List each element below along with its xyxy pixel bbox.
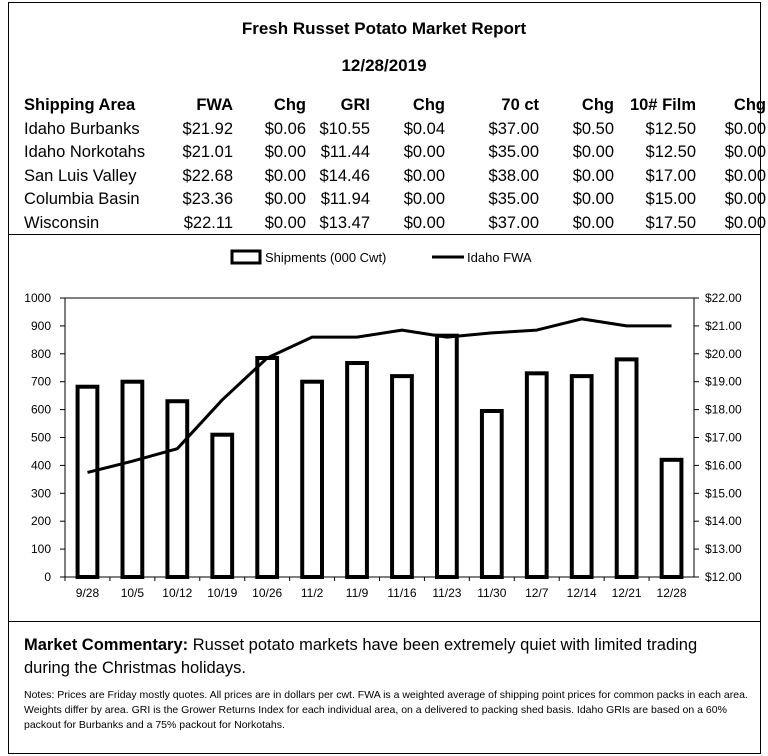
shipment-bar xyxy=(617,359,637,577)
x-axis-tick-label: 10/19 xyxy=(207,586,238,600)
right-axis-tick-label: $20.00 xyxy=(705,346,742,361)
left-axis-tick-label: 900 xyxy=(30,318,51,333)
left-axis-tick-label: 600 xyxy=(30,402,51,417)
table-cell: $0.00 xyxy=(264,213,306,232)
x-axis-tick-label: 10/12 xyxy=(162,586,193,600)
table-cell: $0.00 xyxy=(724,119,766,138)
table-cell: $0.00 xyxy=(572,213,614,232)
shipment-bar xyxy=(302,382,322,577)
shipment-bar xyxy=(78,387,98,577)
right-axis-tick-label: $12.00 xyxy=(705,570,742,584)
table-cell: Idaho Burbanks xyxy=(24,119,140,138)
right-axis-tick-label: $18.00 xyxy=(705,402,742,417)
table-cell: Wisconsin xyxy=(24,213,100,232)
table-cell: $15.00 xyxy=(645,190,696,209)
x-axis-tick-label: 12/28 xyxy=(656,586,687,600)
left-axis-tick-label: 700 xyxy=(30,374,51,389)
legend-shipments-label: Shipments (000 Cwt) xyxy=(265,250,387,265)
table-cell: $0.00 xyxy=(724,213,766,232)
shipment-bar xyxy=(167,401,187,577)
table-cell: $11.44 xyxy=(320,143,370,162)
table-cell: $21.01 xyxy=(182,143,233,162)
table-cell: $0.00 xyxy=(572,143,614,162)
shipment-bar xyxy=(392,376,412,577)
col-header: Chg xyxy=(273,96,306,115)
table-cell: San Luis Valley xyxy=(24,166,137,185)
shipment-bar xyxy=(347,363,367,577)
col-header: FWA xyxy=(196,96,233,115)
table-cell: $0.04 xyxy=(403,119,445,138)
left-axis-tick-label: 800 xyxy=(30,346,51,361)
right-axis-tick-label: $13.00 xyxy=(705,542,742,557)
left-axis-tick-label: 200 xyxy=(30,514,51,529)
col-header: Chg xyxy=(733,96,766,115)
table-cell: $12.50 xyxy=(645,143,696,162)
col-header: Shipping Area xyxy=(24,96,136,115)
report-date: 12/28/2019 xyxy=(341,56,427,75)
right-axis-tick-label: $17.00 xyxy=(705,430,742,445)
left-axis-tick-label: 400 xyxy=(30,458,51,473)
col-header: 70 ct xyxy=(501,96,539,115)
legend-fwa-label: Idaho FWA xyxy=(467,250,532,265)
table-cell: $23.36 xyxy=(182,190,233,209)
plot-area xyxy=(65,298,694,577)
col-header: 10# Film xyxy=(629,96,696,115)
table-cell: $0.00 xyxy=(403,213,445,232)
shipment-bar xyxy=(212,435,232,577)
right-axis-tick-label: $15.00 xyxy=(705,486,742,501)
table-cell: $13.47 xyxy=(319,213,370,232)
table-cell: $0.00 xyxy=(403,166,445,185)
x-axis-tick-label: 11/9 xyxy=(345,586,369,600)
shipment-bar xyxy=(482,411,502,577)
report-title: Fresh Russet Potato Market Report xyxy=(241,19,527,38)
table-cell: $14.46 xyxy=(319,166,370,185)
table-cell: $35.00 xyxy=(488,190,539,209)
table-cell: $0.06 xyxy=(264,119,306,138)
x-axis-tick-label: 10/26 xyxy=(252,586,283,600)
table-cell: $0.00 xyxy=(572,166,614,185)
x-axis-tick-label: 11/2 xyxy=(300,586,324,600)
table-cell: $12.50 xyxy=(645,119,696,138)
shipment-bar xyxy=(123,382,143,577)
left-axis-tick-label: 1000 xyxy=(24,291,51,305)
table-cell: $38.00 xyxy=(488,166,539,185)
right-axis-tick-label: $19.00 xyxy=(705,374,742,389)
left-axis-tick-label: 0 xyxy=(44,570,51,584)
right-axis-tick-label: $21.00 xyxy=(705,318,742,333)
col-header: Chg xyxy=(581,96,614,115)
col-header: GRI xyxy=(340,96,370,115)
shipment-bar xyxy=(257,358,277,577)
market-commentary xyxy=(24,634,744,680)
table-cell: $0.00 xyxy=(403,190,445,209)
table-cell: $21.92 xyxy=(182,119,233,138)
table-cell: $0.00 xyxy=(264,166,306,185)
table-cell: $0.00 xyxy=(264,143,306,162)
right-axis-tick-label: $16.00 xyxy=(705,458,742,473)
left-axis-tick-label: 100 xyxy=(30,542,51,557)
commentary-label: Market Commentary: xyxy=(24,636,189,654)
left-axis-tick-label: 300 xyxy=(30,486,51,501)
x-axis-tick-label: 11/23 xyxy=(432,586,462,600)
shipment-bar xyxy=(527,373,547,577)
table-cell: $11.94 xyxy=(320,190,370,209)
x-axis-tick-label: 9/28 xyxy=(75,586,100,600)
col-header: Chg xyxy=(412,96,445,115)
table-cell: $35.00 xyxy=(488,143,539,162)
shipment-bar xyxy=(437,336,457,577)
table-cell: Columbia Basin xyxy=(24,190,140,209)
table-cell: $0.00 xyxy=(572,190,614,209)
x-axis-tick-label: 11/30 xyxy=(477,586,507,600)
x-axis-tick-label: 12/7 xyxy=(525,586,549,600)
table-cell: $22.68 xyxy=(182,166,233,185)
table-cell: $0.50 xyxy=(572,119,614,138)
table-cell: $37.00 xyxy=(488,213,539,232)
table-cell: $0.00 xyxy=(724,143,766,162)
table-cell: $37.00 xyxy=(488,119,539,138)
table-cell: $10.55 xyxy=(319,119,370,138)
table-cell: $0.00 xyxy=(403,143,445,162)
shipment-bar xyxy=(662,460,682,577)
right-axis-tick-label: $22.00 xyxy=(705,291,742,305)
left-axis-tick-label: 500 xyxy=(30,430,51,445)
shipment-bar xyxy=(572,376,592,577)
x-axis-tick-label: 11/16 xyxy=(387,586,417,600)
commentary-text: Russet potato markets have been extremely quiet with limited trading during the Christmas holidays. xyxy=(24,636,698,677)
x-axis-tick-label: 12/14 xyxy=(566,586,597,600)
table-cell: Idaho Norkotahs xyxy=(24,143,146,162)
x-axis-tick-label: 12/21 xyxy=(611,586,642,600)
x-axis-tick-label: 10/5 xyxy=(120,586,145,600)
legend-shipments-swatch xyxy=(232,251,260,263)
table-cell: $17.00 xyxy=(645,166,696,185)
notes: Notes: Prices are Friday mostly quotes. All prices are in dollars per cwt. FWA is a weighted average of shipping point prices for common packs in each area. Weights differ by area. GRI is the Grower Returns Index for each individual area, on a delivered to packing shed basis. Idaho GRIs are based on a 60% packout for Burbanks and a 75% packout for Norkotahs. xyxy=(24,689,748,731)
table-cell: $0.00 xyxy=(264,190,306,209)
table-cell: $22.11 xyxy=(183,213,233,232)
right-axis-tick-label: $14.00 xyxy=(705,514,742,529)
table-cell: $0.00 xyxy=(724,166,766,185)
table-cell: $0.00 xyxy=(724,190,766,209)
table-cell: $17.50 xyxy=(645,213,696,232)
